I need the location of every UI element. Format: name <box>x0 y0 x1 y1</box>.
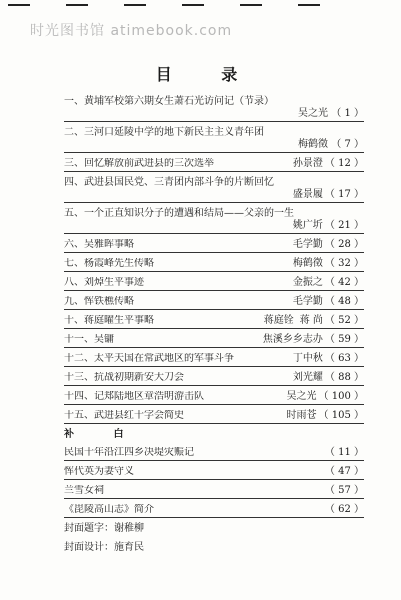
entry-title: 九、恽铁樵传略 <box>64 296 134 307</box>
toc-entry-15[interactable] <box>64 410 364 424</box>
entry-author: 毛学勤 <box>292 239 323 250</box>
entry-author: 刘光耀 <box>292 372 323 383</box>
entry-title: 《毘陵高山志》简介 <box>64 504 154 515</box>
entry-author: 孙景澄 <box>292 158 323 169</box>
entry-page: （ 47 ） <box>324 466 364 477</box>
toc-entry-4[interactable] <box>64 177 364 203</box>
top-rule <box>0 0 401 12</box>
entry-title: 恽代英为妻守义 <box>64 466 134 477</box>
entry-page: （ 42 ） <box>324 277 364 288</box>
supplement-entry-3[interactable] <box>64 485 364 499</box>
entry-author: 时雨苍 <box>286 410 317 421</box>
toc-entry-14[interactable] <box>64 391 364 405</box>
top-dash <box>124 4 146 6</box>
entry-page: （ 57 ） <box>324 485 364 496</box>
entry-title: 八、刘焯生平事迹 <box>64 277 144 288</box>
entry-author: 吴之光 <box>298 108 328 119</box>
supplement-entry-2[interactable] <box>64 466 364 480</box>
entry-title: 二、三河口延陵中学的地下新民主主义青年团 <box>64 127 264 138</box>
toc-entry-1[interactable] <box>64 96 364 122</box>
entry-author: 梅鹤徵 <box>298 139 328 150</box>
entry-title: 四、武进县国民党、三青团内部斗争的片断回忆 <box>64 177 274 188</box>
entry-author: 姚广圻 <box>292 220 323 231</box>
entry-page: （ 11 ） <box>324 447 364 458</box>
toc-entry-7[interactable] <box>64 258 364 272</box>
entry-title: 十三、抗战初期新安大刀会 <box>64 372 184 383</box>
watermark: 时光图书馆 atimebook.com <box>30 23 233 39</box>
entry-page: （ 12 ） <box>324 158 364 169</box>
toc-entry-8[interactable] <box>64 277 364 291</box>
entry-page: （ 59 ） <box>324 334 364 345</box>
entry-title: 一、黄埔军校第六期女生萧石光访问记（节录） <box>64 96 274 107</box>
page-title: 目 录 <box>155 65 260 84</box>
toc-entry-5[interactable] <box>64 208 364 234</box>
entry-page: （ 32 ） <box>324 258 364 269</box>
entry-coauthor: 蒋庭铨 <box>263 315 294 326</box>
entry-author: 焦溪乡乡志办 <box>262 334 323 345</box>
supplement-entry-1[interactable] <box>64 447 364 461</box>
entry-page: （ 100 ） <box>318 391 364 402</box>
entry-author: 盛景履 <box>292 189 323 200</box>
entry-page: （ 28 ） <box>324 239 364 250</box>
toc-entry-12[interactable] <box>64 353 364 367</box>
entry-title: 十一、吴镛 <box>64 334 114 345</box>
entry-page: （ 88 ） <box>324 372 364 383</box>
entry-title: 十五、武进县红十字会简史 <box>64 410 184 421</box>
entry-page: （ 21 ） <box>324 220 364 231</box>
entry-page: （ 62 ） <box>324 504 364 515</box>
entry-author: 吴之光 <box>286 391 317 402</box>
entry-page: （ 52 ） <box>324 315 364 326</box>
supplement-heading: 补 白 <box>64 429 142 440</box>
entry-author: 蒋 尚 <box>299 315 323 326</box>
entry-title: 十二、太平天国在常武地区的军事斗争 <box>64 353 234 364</box>
toc-entry-11[interactable] <box>64 334 364 348</box>
entry-page: （ 105 ） <box>318 410 364 421</box>
credits <box>64 523 364 554</box>
top-dash <box>298 4 320 6</box>
entry-title: 六、吴雅晖事略 <box>64 239 134 250</box>
entry-page: （ 1 ） <box>331 108 364 119</box>
entry-title: 十、蒋庭曜生平事略 <box>64 315 154 326</box>
toc-entry-6[interactable] <box>64 239 364 253</box>
entry-page: （ 7 ） <box>331 139 364 150</box>
top-dash <box>240 4 262 6</box>
toc-entry-9[interactable] <box>64 296 364 310</box>
top-dash <box>8 4 30 6</box>
entry-author: 丁中秋 <box>292 353 323 364</box>
entry-author: 毛学勤 <box>292 296 323 307</box>
entry-title: 兰雪女祠 <box>64 485 104 496</box>
table-of-contents <box>64 96 364 561</box>
entry-author: 金振之 <box>292 277 323 288</box>
entry-page: （ 63 ） <box>324 353 364 364</box>
entry-title: 三、回忆解放前武进县的三次选举 <box>64 158 214 169</box>
toc-entry-10[interactable] <box>64 315 364 329</box>
cover-design-credit: 封面设计：施育民 <box>64 542 144 553</box>
top-dash <box>66 4 88 6</box>
supplement-entry-4[interactable] <box>64 504 364 518</box>
toc-entry-13[interactable] <box>64 372 364 386</box>
entry-page: （ 48 ） <box>324 296 364 307</box>
entry-page: （ 17 ） <box>324 189 364 200</box>
entry-title: 十四、记郑陆地区章浩明游击队 <box>64 391 204 402</box>
toc-entry-3[interactable] <box>64 158 364 172</box>
top-dash <box>182 4 204 6</box>
entry-title: 五、一个正直知识分子的遭遇和结局——父亲的一生 <box>64 208 294 219</box>
toc-entry-2[interactable] <box>64 127 364 153</box>
entry-title: 七、杨霞峰先生传略 <box>64 258 154 269</box>
cover-inscription-credit: 封面题字：谢稚柳 <box>64 523 144 534</box>
entry-author: 梅鹤徵 <box>292 258 323 269</box>
entry-title: 民国十年沿江四乡决堤灾赈记 <box>64 447 194 458</box>
